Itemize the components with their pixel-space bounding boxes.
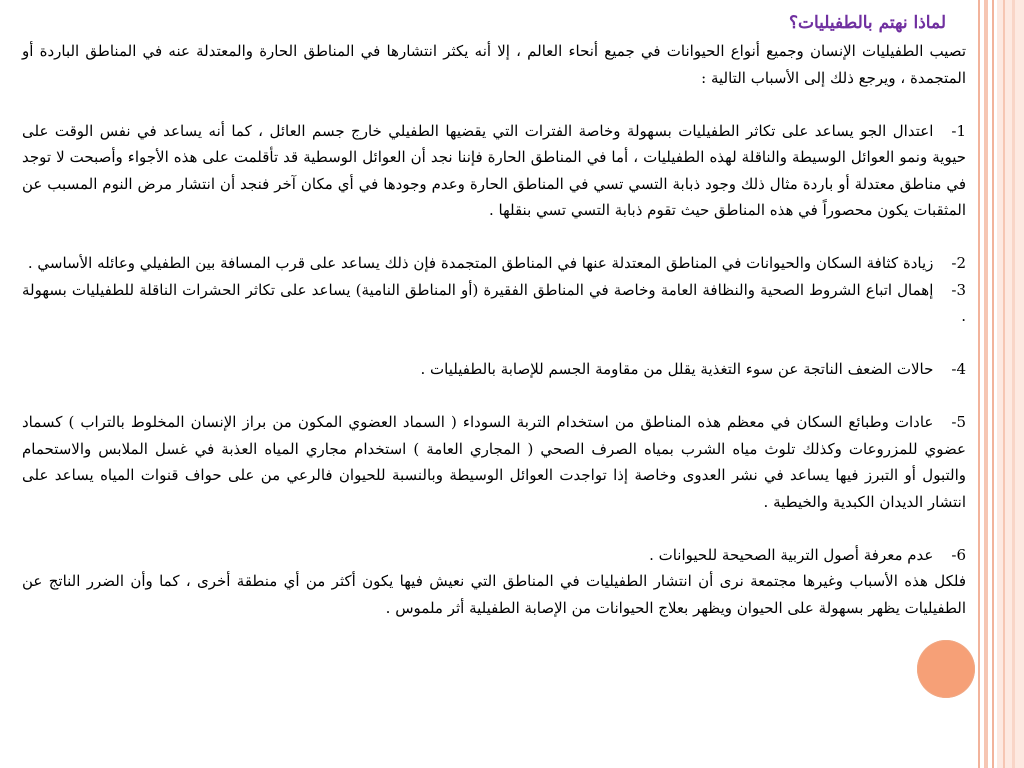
point-number: 3- (951, 280, 966, 299)
point-3 (22, 277, 966, 330)
point-number: 4- (951, 360, 966, 378)
intro-paragraph: تصيب الطفيليات الإنسان وجميع أنواع الحيوانات في جميع أنحاء العالم ، إلا أنه يكثر انتشارها في المناطق الحارة والمعتدلة عنه في المناطق الباردة أو المتجمدة ، ويرجع ذلك إلى الأسباب التالية : (22, 42, 966, 87)
decorative-stripe (978, 0, 980, 768)
point-1 (22, 118, 966, 224)
point-text: عدم معرفة أصول التربية الصحيحة للحيوانات . (649, 545, 934, 564)
slide-title: لماذا نهتم بالطفيليات؟ (788, 13, 946, 33)
point-number: 1- (951, 121, 966, 140)
point-6 (22, 542, 966, 569)
slide-body (22, 8, 966, 621)
point-number: 6- (951, 545, 966, 564)
point-5 (22, 409, 966, 515)
point-text: حالات الضعف الناتجة عن سوء التغذية يقلل من مقاومة الجسم للإصابة بالطفيليات . (420, 360, 934, 378)
point-2 (22, 250, 966, 277)
point-text: اعتدال الجو يساعد على تكاثر الطفيليات بسهولة وخاصة الفترات التي يقضيها الطفيلي خارج جسم العائل ، كما أنه يساعد في نفس الوقت على حيوية ونمو العوائل الوسيطة والناقلة لهذه الطفيليات ، أما في المناطق الحارة فإننا نجد أن العوائل الوسطية قد تأقلمت على هذه الأجواء وأصبحت لا توجد في مناطق معتدلة أو باردة مثال ذلك وجود ذبابة التسي تسي في المناطق الحارة وعدم وجودها في أي مكان آخر فنجد أن انتشار مرض النوم المسبب عن المثقبات يكون محصوراً في هذه المناطق حيث تقوم ذبابة التسي تسي بنقلها . (22, 121, 966, 219)
point-number: 5- (951, 413, 966, 431)
point-text: إهمال اتباع الشروط الصحية والنظافة العامة وخاصة في المناطق الفقيرة (أو المناطق النامية) يساعد على تكاثر الحشرات الناقلة للطفيليات بسهولة . (22, 280, 966, 325)
decorative-stripe (992, 0, 994, 768)
decorative-stripe (1003, 0, 1005, 768)
decorative-circle (917, 640, 975, 698)
point-number: 2- (951, 254, 966, 272)
decorative-stripe-band (997, 0, 1024, 768)
point-4 (22, 356, 966, 383)
conclusion-paragraph: فلكل هذه الأسباب وغيرها مجتمعة نرى أن انتشار الطفيليات في المناطق التي نعيش فيها يكون أكثر من أي منطقة أخرى ، كما وأن الضرر الناتج عن الطفيليات يظهر بسهولة على الحيوان ويظهر بعلاج الحيوانات من الإصابة الطفيلية أثر ملموس . (22, 572, 966, 617)
point-text: زيادة كثافة السكان والحيوانات في المناطق المعتدلة عنها في المناطق المتجمدة فإن ذلك يساعد على قرب المسافة بين الطفيلي وعائله الأساسي . (27, 254, 934, 272)
decorative-stripe (1012, 0, 1015, 768)
point-text: عادات وطبائع السكان في معظم هذه المناطق من استخدام التربة السوداء ( السماد العضوي المكون من براز الإنسان المخلوط بالتراب ) كسماد عضوي للمزروعات وكذلك تلوث مياه الشرب بمياه الصرف الصحي ( المجاري العامة ) استخدام مجاري المياه العذبة في غسل الملابس والاستحمام والتبول أو التبرز فيها يساعد في نشر العدوى وخاصة إذا تواجدت العوائل الوسيطة وبالنسبة للحيوان فالرعي من على حواف قنوات المياه يساعد على انتشار الديدان الكبدية والخيطية . (22, 413, 966, 511)
decorative-stripe (984, 0, 988, 768)
